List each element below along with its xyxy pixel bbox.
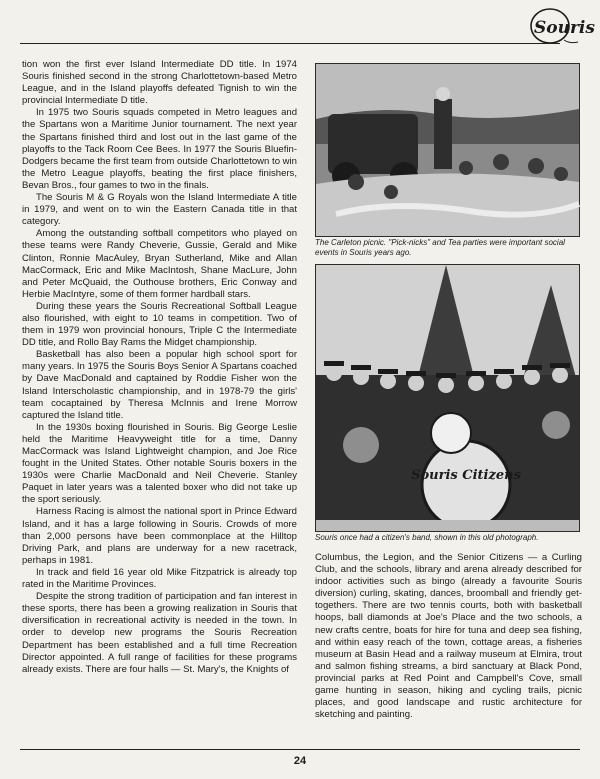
- body-paragraph: In track and field 16 year old Mike Fitzpatrick is already top rated in the Maritime Provinces.: [22, 566, 297, 591]
- logo-text: Souris: [534, 18, 595, 38]
- band-photo: [315, 264, 580, 532]
- body-paragraph: Among the outstanding softball competitors who played on these teams were Randy Cheverie, Gussie, Gerald and Mike Clinton, Ronnie MacAuley, Bryan Sutherland, Mike and Allan MacCormack, Eric and Mike MacIntosh, Shane MacLure, John and Peter McQuaid, the Outhouse brothers, Eric Conway and Herbie MacIntyre, some of them former hardball stars.: [22, 228, 297, 300]
- drum-text: Souris Citizens: [411, 468, 521, 483]
- body-paragraph: The Souris M & G Royals won the Island Intermediate A title in 1979, and went on to win the Eastern Canada title in that category.: [22, 192, 297, 228]
- right-column: [315, 552, 582, 721]
- body-paragraph: tion won the first ever Island Intermediate DD title. In 1974 Souris finished second in the strong Charlottetown-based Metro League, and in the Island playoffs defeated Tignish to win the provincial Intermediate D title.: [22, 59, 297, 107]
- souris-logo: [528, 4, 595, 54]
- body-paragraph: Harness Racing is almost the national sport in Prince Edward Island, and it has a large following in Souris. Crowds of more than 2,000 persons have been commonplace at the Hilltop Driving Park, and plans are underway for a new racetrack, perhaps in 1981.: [22, 506, 297, 566]
- body-paragraph: Despite the strong tradition of participation and fan interest in these sports, there has been a growing realization in Souris that diversification in recreational activity is needed in the town. In order to develop new programs the Souris Recreation Department has been established and a full time Recreation Director appointed. A full range of facilities for these programs already exists. There are four halls — St. Mary's, the Knights of: [22, 591, 297, 675]
- body-paragraph: Basketball has also been a popular high school sport for many years. In 1975 the Souris Boys Senior A Spartans coached by Dave MacDonald and captained by Roddie Fisher won the Island Interscholastic championship, and in 1978-79 the girls' team cocaptained by Theresa McInnis and Irene Morrow captured the Island title.: [22, 349, 297, 421]
- body-paragraph: During these years the Souris Recreational Softball League also flourished, with eight to 10 teams in competition. Two of them in 1979 won provincial honours, Triple C the Intermediate DD title, and Rollo Bay Rams the Midget championship.: [22, 300, 297, 349]
- body-paragraph: In 1975 two Souris squads competed in Metro leagues and the Spartans won a Maritime Junior tournament. The next year the Spartans finished third and lost out in the last game of the playoffs to the Tack Room Cee Bees. In 1977 the Souris Bluefin-Dodgers became the first team from outside Charlottetown to win the Metro League playoffs, beating the first place finishers, Bevan Bros., four games to two in the finals.: [22, 107, 297, 191]
- picnic-caption: The Carleton picnic. "Pick-nicks" and Tea parties were important social events in Souris years ago.: [315, 238, 565, 257]
- bottom-rule: [20, 749, 580, 750]
- top-rule: [20, 43, 560, 44]
- band-caption: Souris once had a citizen's band, shown in this old photograph.: [315, 533, 539, 542]
- picnic-photo: [315, 63, 580, 237]
- page-number: 24: [293, 755, 307, 767]
- left-column: [22, 59, 297, 676]
- body-paragraph: Columbus, the Legion, and the Senior Citizens — a Curling Club, and the schools, library and arena already described for indoor activities such as bingo (already a favourite Souris diversion) curling, skating, dances, broomball and friendly get-togethers. There are two tennis courts, both with basketball hoops, ball diamonds at Joe's Place and the two schools, a new crafts centre, boats for hire for tuna and deep sea fishing, and within easy reach of the town, cottage areas, a fisheries museum at Basin Head and a railway museum at Elmira, trout and salmon fishing streams, a bird sanctuary at Black Pond, provincial parks at Red Point and Campbell's Cove, small game hunting in season, hiking and cycling trails, picnic places, and good landscape and rustic architecture for sketching and painting.: [315, 552, 582, 721]
- body-paragraph: In the 1930s boxing flourished in Souris. Big George Leslie held the Maritime Heavyweight title for a time, Danny MacCormack was Island Lightweight champion, and Joe Rice fought in the United States. Other notable Souris boxers in the 1930s were Charlie MacDonald and Neil Cheverie. Stanley Paquet in later years was a talented boxer who did not take up the sport seriously.: [22, 421, 297, 506]
